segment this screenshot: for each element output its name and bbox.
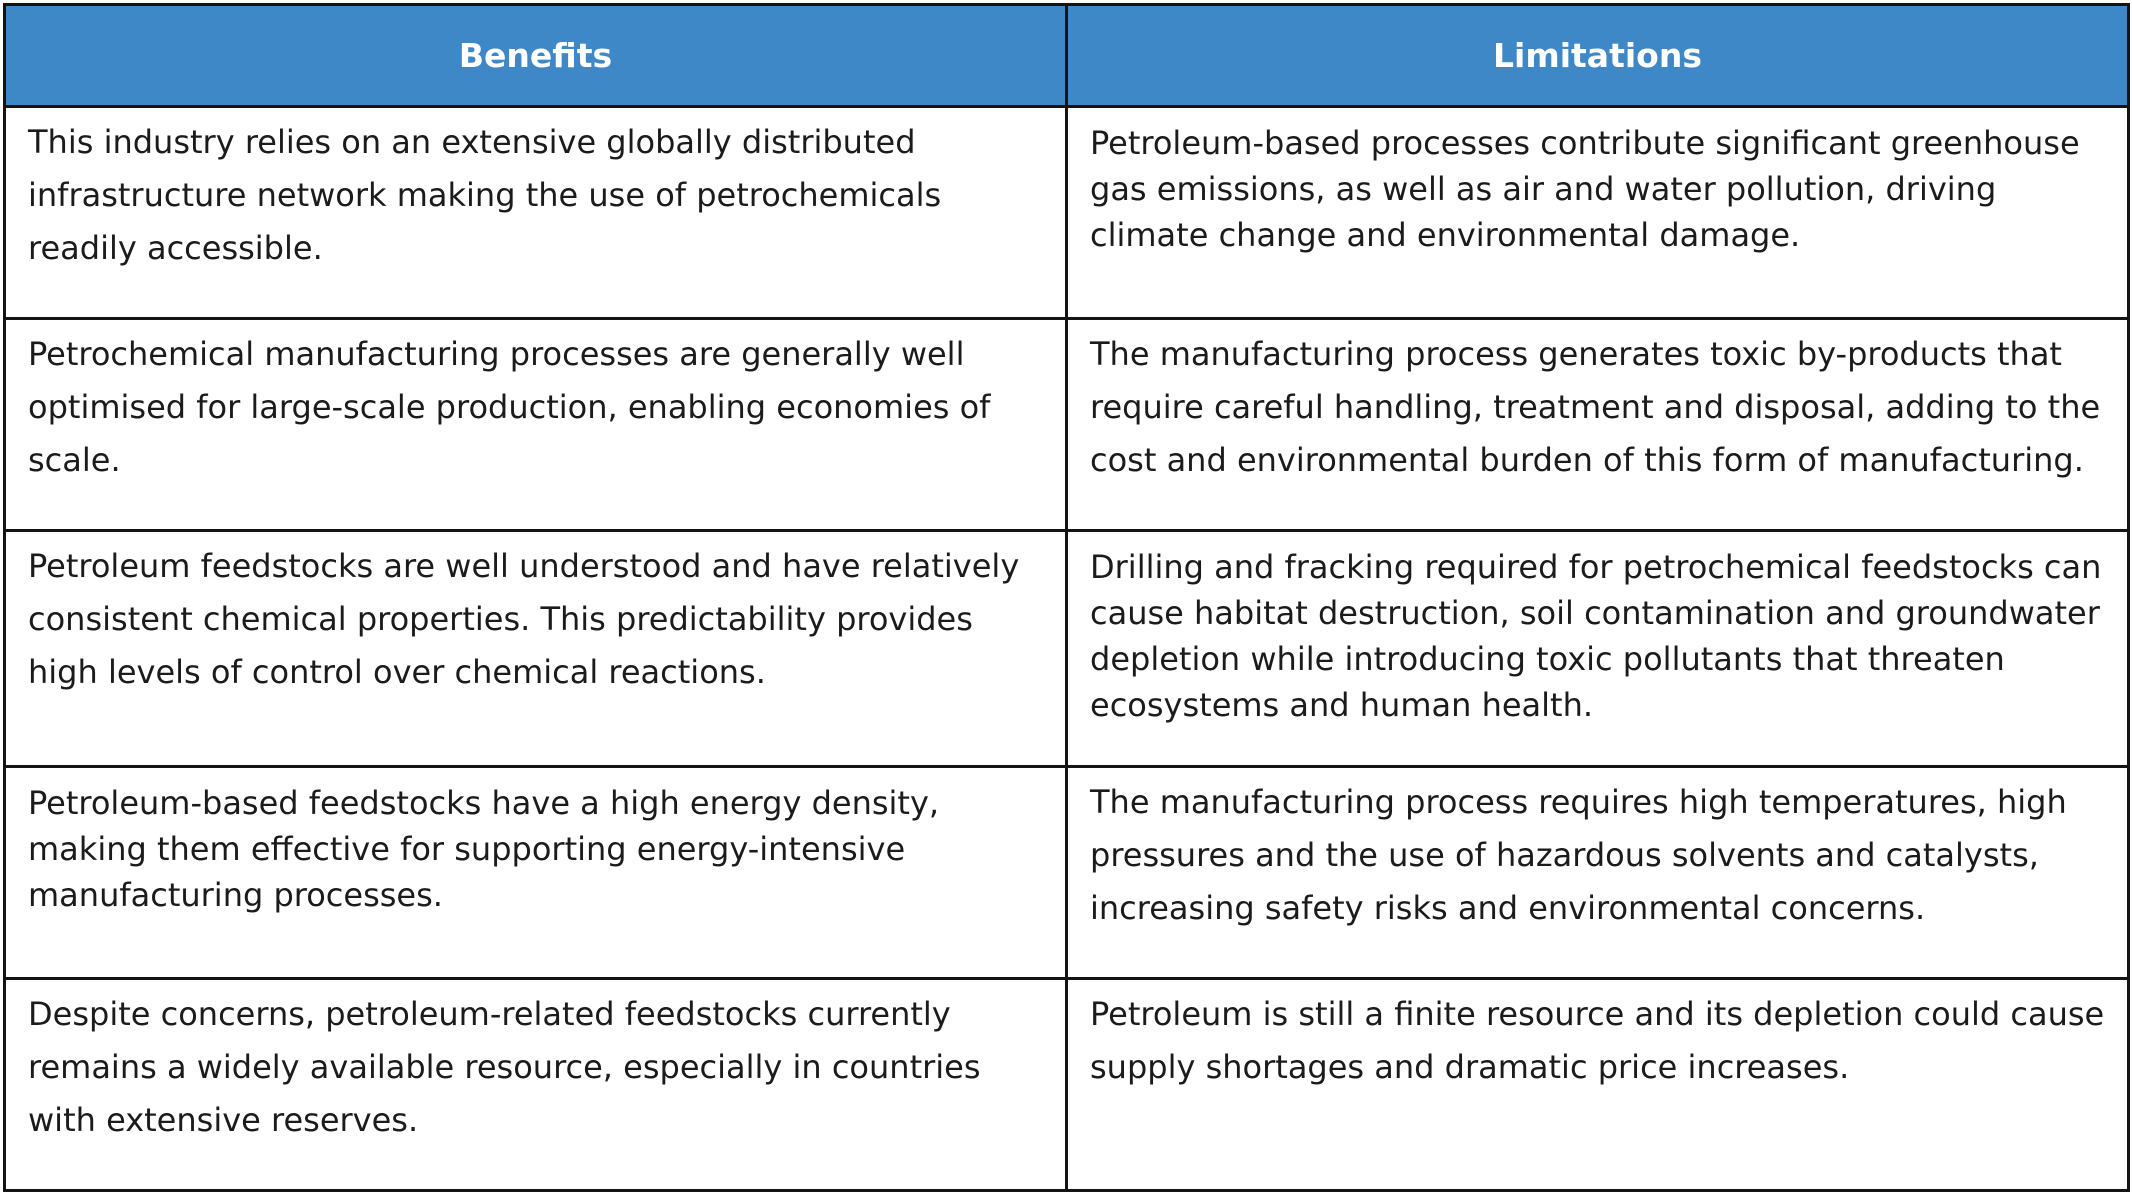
header-limitations: Limitations: [1067, 5, 2129, 107]
table-row: [5, 531, 2129, 767]
benefit-cell: Petroleum feedstocks are well understood and have relatively consistent chemical properties. This predictability provides high levels of control over chemical reactions.: [5, 531, 1067, 767]
table-row: [5, 319, 2129, 531]
limitation-cell: The manufacturing process generates toxic by-products that require careful handling, treatment and disposal, adding to the cost and environmental burden of this form of manufacturing.: [1067, 319, 2129, 531]
header-benefits: Benefits: [5, 5, 1067, 107]
limitation-cell: Petroleum-based processes contribute significant greenhouse gas emissions, as well as air and water pollution, driving climate change and environmental damage.: [1067, 107, 2129, 319]
benefit-cell: This industry relies on an extensive globally distributed infrastructure network making the use of petrochemicals readily accessible.: [5, 107, 1067, 319]
benefits-limitations-table: [3, 3, 2130, 1192]
table-row: [5, 107, 2129, 319]
benefit-cell: Petroleum-based feedstocks have a high energy density, making them effective for supporting energy-intensive manufacturing processes.: [5, 767, 1067, 979]
benefit-cell: Petrochemical manufacturing processes are generally well optimised for large-scale production, enabling economies of scale.: [5, 319, 1067, 531]
limitation-cell: Petroleum is still a finite resource and its depletion could cause supply shortages and dramatic price increases.: [1067, 979, 2129, 1191]
table-row: [5, 767, 2129, 979]
limitation-cell: The manufacturing process requires high temperatures, high pressures and the use of hazardous solvents and catalysts, increasing safety risks and environmental concerns.: [1067, 767, 2129, 979]
table-header-row: [5, 5, 2129, 107]
limitation-cell: Drilling and fracking required for petrochemical feedstocks can cause habitat destruction, soil contamination and groundwater depletion while introducing toxic pollutants that threaten ecosystems and human health.: [1067, 531, 2129, 767]
benefit-cell: Despite concerns, petroleum-related feedstocks currently remains a widely available resource, especially in countries with extensive reserves.: [5, 979, 1067, 1191]
table-row: [5, 979, 2129, 1191]
